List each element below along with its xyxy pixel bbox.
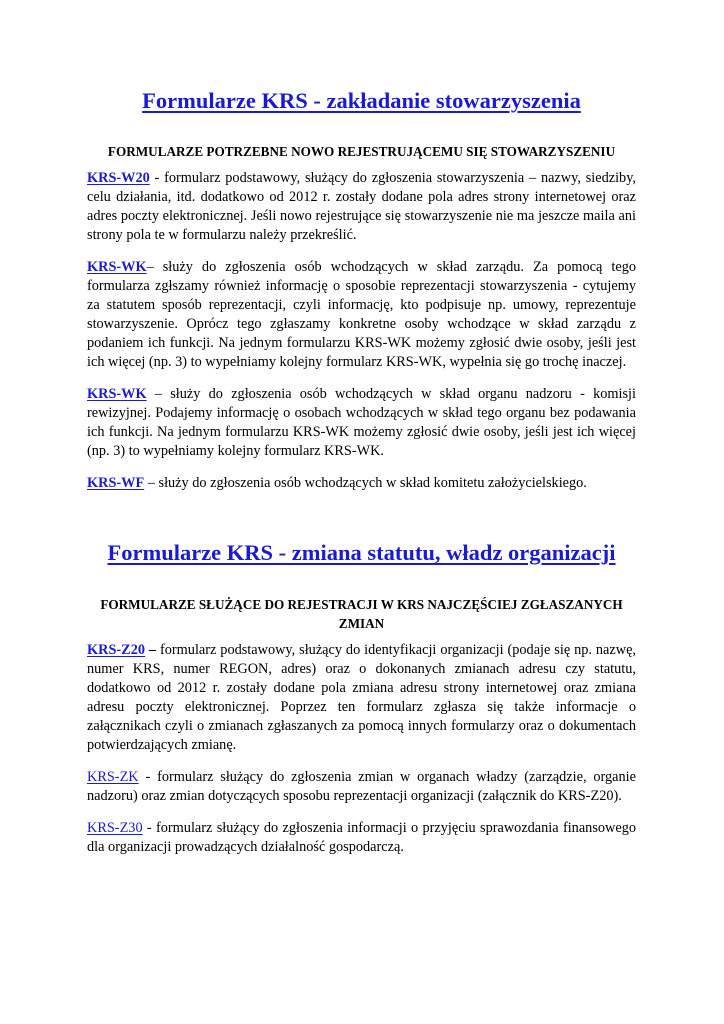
entry-text: - formularz służący do zgłoszenia informacji o przyjęciu sprawozdania finansowego dla organizacji prowadzących działalność gospodarczą. [87,820,636,855]
link-krs-wk-nadzor[interactable]: KRS-WK [87,386,147,402]
link-krs-w20[interactable]: KRS-W20 [87,170,150,186]
entry-krs-z30 [87,819,636,857]
entry-text: – służy do zgłoszenia osób wchodzących w skład zarządu. Za pomocą tego formularza zgłszamy również informację o sposobie reprezentacji stowarzyszenia - cytujemy za statutem sposób reprezentacji, czyli informację, kto podpisuje np. umowy, reprezentuje stowarzyszenie. Oprócz tego zgłaszamy konkretne osoby wchodzące w skład zarządu z podaniem ich funkcji. Na jednym formularzu KRS-WK możemy zgłosić dwie osoby, jeśli jest ich więcej (np. 3) to wypełniamy kolejny formularz KRS-WK, wypełnia się go trochę inaczej. [87,259,636,370]
link-krs-wf[interactable]: KRS-WF [87,475,145,491]
entry-text: - formularz służący do zgłoszenia zmian w organach władzy (zarządzie, organie nadzoru) oraz zmian dotyczących sposobu reprezentacji organizacji (załącznik do KRS-Z20). [87,769,636,804]
entry-krs-wk-nadzor [87,385,636,461]
section-subtitle-nowo-rejestrujacemu: FORMULARZE POTRZEBNE NOWO REJESTRUJĄCEMU SIĘ STOWARZYSZENIU [107,144,616,159]
section-title-zmiana-statutu: Formularze KRS - zmiana statutu, władz organizacji [107,540,616,565]
section-title-zakladanie: Formularze KRS - zakładanie stowarzyszenia [142,88,581,113]
link-krs-z30[interactable]: KRS-Z30 [87,820,143,836]
entry-text: – służy do zgłoszenia osób wchodzących w skład komitetu założycielskiego. [144,475,587,491]
entry-krs-wk-zarzad [87,258,636,372]
entry-krs-wf [87,474,636,493]
link-krs-wk-zarzad[interactable]: KRS-WK [87,259,147,275]
entry-dash: – [145,642,157,658]
entry-text: – służy do zgłoszenia osób wchodzących w skład organu nadzoru - komisji rewizyjnej. Podajemy informację o osobach wchodzących w skład tego organu bez podawania ich funkcji. Na jednym formularzu KRS-WK możemy zgłosić dwie osoby, jeśli jest ich więcej (np. 3) to wypełniamy kolejny formularz KRS-WK. [87,386,636,459]
entry-krs-z20 [87,641,636,755]
entry-text: formularz podstawowy, służący do identyfikacji organizacji (podaje się np. nazwę, numer KRS, numer REGON, adres) oraz o dokonanych zmianach adresu czy statutu, dodatkowo od 2012 r. zostały dodane pola zmiana adresu strony internetowej oraz zmiana adresu poczty elektronicznej. Poprzez ten formularz zgłasza się także informacje o załącznikach czyli o zmianach zgłaszanych za pomocą innych formularzy oraz o dokumentach potwierdzających zmianę. [87,642,636,753]
entry-krs-zk [87,768,636,806]
link-krs-z20[interactable]: KRS-Z20 [87,642,145,658]
link-krs-zk[interactable]: KRS-ZK [87,769,139,785]
entry-text: - formularz podstawowy, służący do zgłoszenia stowarzyszenia – nazwy, siedziby, celu działania, itd. dodatkowo od 2012 r. zostały dodane pola adres strony internetowej oraz adres poczty elektronicznej. Jeśli nowo rejestrujące się stowarzyszenie nie ma jeszcze maila ani strony pola te w formularzu należy przekreślić. [87,170,636,243]
entry-krs-w20 [87,169,636,245]
section-subtitle-najczesciej-zglaszanych: FORMULARZE SŁUŻĄCE DO REJESTRACJI W KRS NAJCZĘŚCIEJ ZGŁASZANYCH ZMIAN [100,597,623,631]
